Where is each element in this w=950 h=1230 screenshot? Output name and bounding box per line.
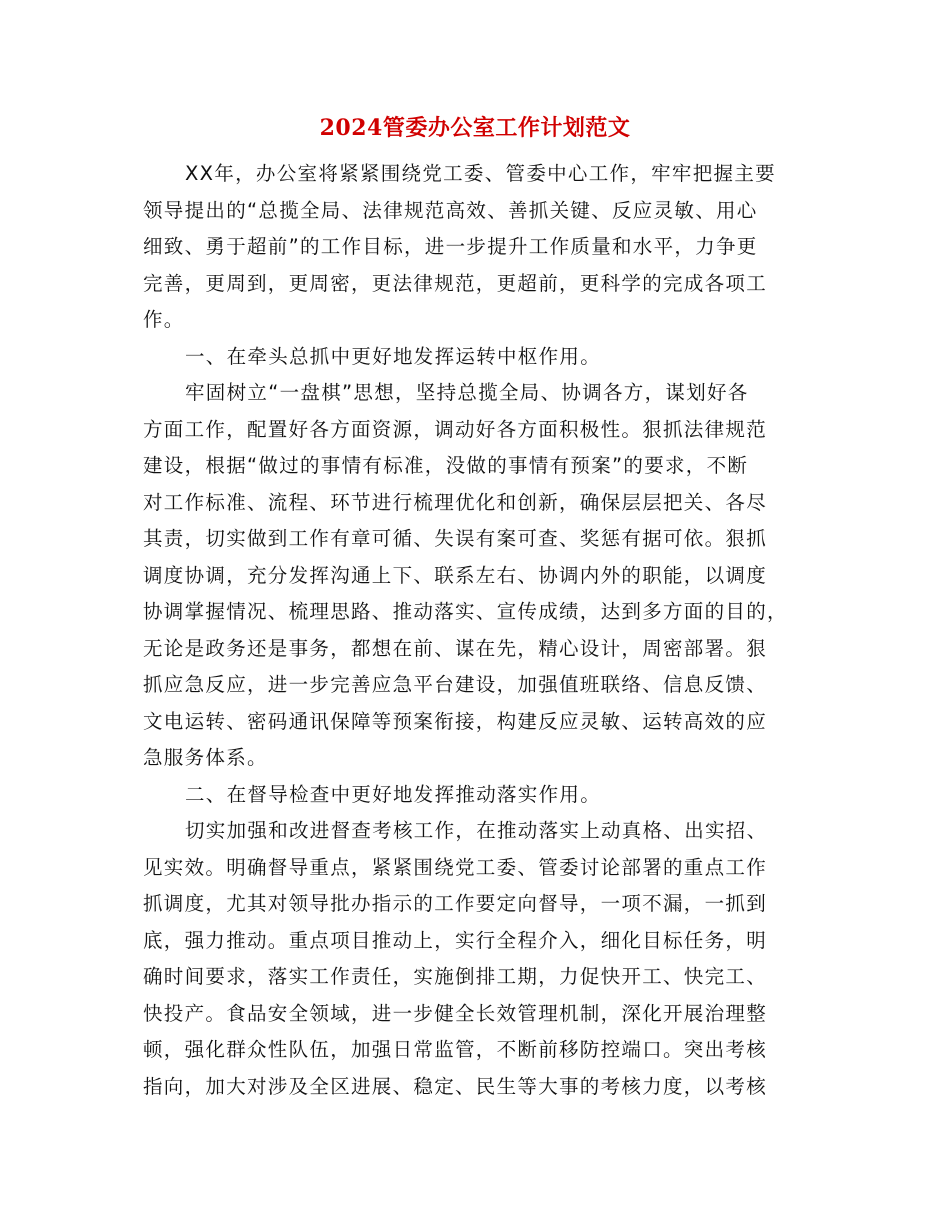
document-title: 2024管委办公室工作计划范文 <box>319 115 631 141</box>
text-line: XX年，办公室将紧紧围绕党工委、管委中心工作，牢牢把握主要 <box>185 162 776 185</box>
section-heading: 二、在督导检查中更好地发挥推动落实作用。 <box>185 782 602 806</box>
text-line: 领导提出的“总揽全局、法律规范高效、善抓关键、反应灵敏、用心 <box>143 198 758 222</box>
text-line: 确时间要求，落实工作责任，实施倒排工期，力促快开工、快完工、 <box>143 965 768 988</box>
text-line: 抓调度，尤其对领导批办指示的工作要定向督导，一项不漏，一抓到 <box>143 892 768 915</box>
text-line: 急服务体系。 <box>143 746 268 769</box>
text-line: 方面工作，配置好各方面资源，调动好各方面积极性。狠抓法律规范 <box>143 417 768 441</box>
text-line: 牢固树立“一盘棋”思想，坚持总揽全局、协调各方，谋划好各 <box>185 381 749 404</box>
text-line: 抓应急反应，进一步完善应急平台建设，加强值班联络、信息反馈、 <box>143 673 768 696</box>
text-line: 无论是政务还是事务，都想在前、谋在先，精心设计，周密部署。狠 <box>143 636 768 660</box>
text-line: 指向，加大对涉及全区进展、稳定、民生等大事的考核力度，以考核 <box>143 1074 768 1098</box>
text-line: 顿，强化群众性队伍，加强日常监管，不断前移防控端口。突出考核 <box>143 1038 768 1061</box>
section-heading: 一、在牵头总抓中更好地发挥运转中枢作用。 <box>185 344 602 368</box>
text-line: 其责，切实做到工作有章可循、失误有案可查、奖惩有据可依。狠抓 <box>143 527 768 550</box>
text-line: 对工作标准、流程、环节进行梳理优化和创新，确保层层把关、各尽 <box>143 490 768 514</box>
text-line: 调度协调，充分发挥沟通上下、联系左右、协调内外的职能，以调度 <box>143 563 768 587</box>
text-line: 协调掌握情况、梳理思路、推动落实、宣传成绩，达到多方面的目的， <box>143 600 788 623</box>
text-line: 建设，根据“做过的事情有标准，没做的事情有预案”的要求，不断 <box>143 454 749 477</box>
document-body <box>143 156 803 1105</box>
text-line: 切实加强和改进督查考核工作，在推动落实上动真格、出实招、 <box>185 819 768 842</box>
text-line: 细致、勇于超前”的工作目标，进一步提升工作质量和水平，力争更 <box>143 235 758 258</box>
text-line: 文电运转、密码通讯保障等预案衔接，构建反应灵敏、运转高效的应 <box>143 709 768 733</box>
text-line: 底，强力推动。重点项目推动上，实行全程介入，细化目标任务，明 <box>143 928 768 952</box>
text-line: 快投产。食品安全领域，进一步健全长效管理机制，深化开展治理整 <box>143 1001 768 1025</box>
text-line: 见实效。明确督导重点，紧紧围绕党工委、管委讨论部署的重点工作 <box>143 855 768 879</box>
text-line: 完善，更周到，更周密，更法律规范，更超前，更科学的完成各项工 <box>143 271 768 295</box>
text-line: 作。 <box>143 308 185 331</box>
